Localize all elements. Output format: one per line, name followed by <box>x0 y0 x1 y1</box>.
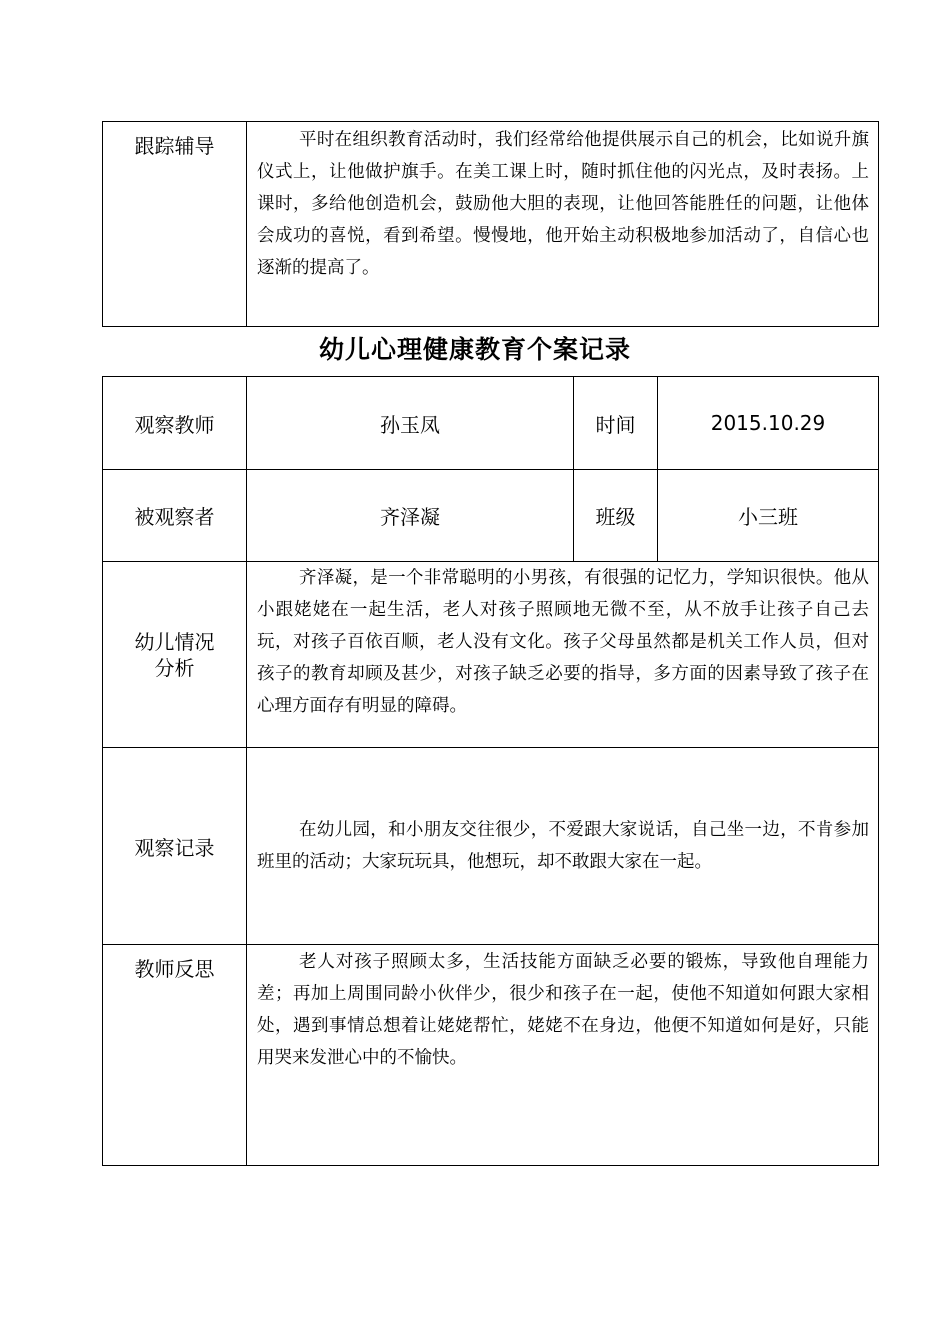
class-value: 小三班 <box>658 470 879 562</box>
teacher-row <box>103 377 879 470</box>
reflection-text: 老人对孩子照顾太多，生活技能方面缺乏必要的锻炼，导致他自理能力差；再加上周围同龄小伙伴少，很少和孩子在一起，使他不知道如何跟大家相处，遇到事情总想着让姥姥帮忙，姥姥不在身边，他便不知道如何是好，只能用哭来发泄心中的不愉快。 <box>257 952 869 1068</box>
teacher-value: 孙玉凤 <box>247 377 574 470</box>
teacher-label: 观察教师 <box>103 377 247 470</box>
analysis-cell <box>247 562 879 748</box>
record-title: 幼儿心理健康教育个案记录 <box>318 335 631 364</box>
reflection-cell <box>247 945 879 1166</box>
tracking-text: 平时在组织教育活动时，我们经常给他提供展示自己的机会，比如说升旗仪式上，让他做护旗手。在美工课上时，随时抓住他的闪光点，及时表扬。上课时，多给他创造机会，鼓励他大胆的表现，让他回答能胜任的问题，让他体会成功的喜悦，看到希望。慢慢地，他开始主动积极地参加活动了，自信心也逐渐的提高了。 <box>257 130 869 278</box>
time-label: 时间 <box>574 377 658 470</box>
observation-label: 观察记录 <box>103 748 247 945</box>
reflection-row <box>103 945 879 1166</box>
reflection-label: 教师反思 <box>103 945 247 1166</box>
analysis-label-line1: 幼儿情况 <box>134 629 215 654</box>
observation-cell <box>247 748 879 945</box>
tracking-label: 跟踪辅导 <box>103 122 247 327</box>
class-label: 班级 <box>574 470 658 562</box>
observation-text: 在幼儿园，和小朋友交往很少，不爱跟大家说话，自己坐一边，不肯参加班里的活动；大家玩玩具，他想玩，却不敢跟大家在一起。 <box>257 820 869 872</box>
analysis-label-line2: 分析 <box>154 655 195 680</box>
tracking-row <box>103 122 879 327</box>
observation-row <box>103 748 879 945</box>
tracking-cell <box>247 122 879 327</box>
subject-row <box>103 470 879 562</box>
analysis-row <box>103 562 879 748</box>
record-table <box>102 376 879 1166</box>
analysis-label <box>103 562 247 748</box>
analysis-text: 齐泽凝，是一个非常聪明的小男孩，有很强的记忆力，学知识很快。他从小跟姥姥在一起生活，老人对孩子照顾地无微不至，从不放手让孩子自己去玩，对孩子百依百顺，老人没有文化。孩子父母虽然都是机关工作人员，但对孩子的教育却顾及甚少，对孩子缺乏必要的指导，多方面的因素导致了孩子在心理方面存有明显的障碍。 <box>257 568 869 716</box>
time-value: 2015.10.29 <box>658 377 879 470</box>
subject-value: 齐泽凝 <box>247 470 574 562</box>
subject-label: 被观察者 <box>103 470 247 562</box>
tracking-table <box>102 121 879 327</box>
